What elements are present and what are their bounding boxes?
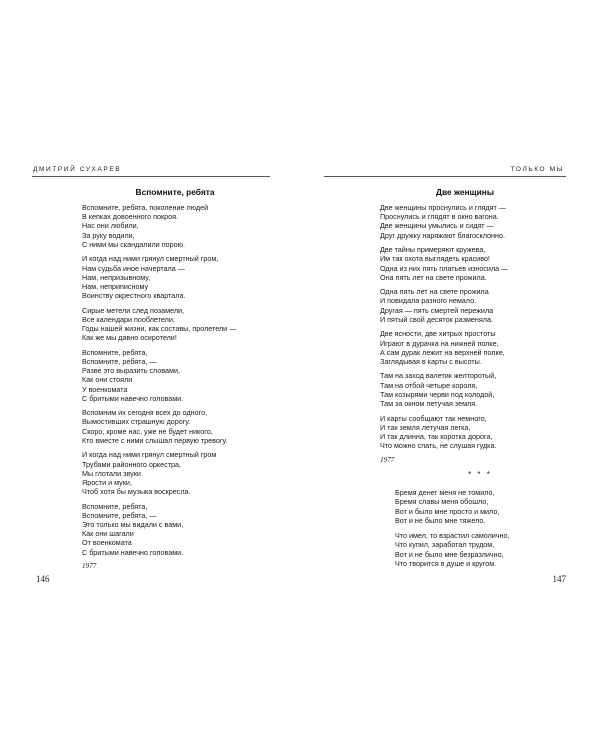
header-rule: [32, 176, 270, 177]
verse-line: И когда над ними грянул смертный гром,: [82, 254, 219, 264]
stanza: [395, 531, 510, 569]
poem-date: 1977: [82, 562, 97, 571]
verse-line: Вспомним их сегодня всех до одного,: [82, 408, 208, 418]
verse-line: Годы нашей жизни, как составы, пролетели —: [82, 324, 237, 334]
verse-line: Как же мы давно осиротели!: [82, 333, 177, 343]
untitled-poem-body: [395, 488, 510, 574]
verse-line: А сам дурак лежит на верхней полке,: [380, 347, 505, 357]
stanza: [380, 287, 595, 324]
verse-line: Воинству окрестного квартала.: [82, 291, 186, 301]
verse-line: Нам судьба иное начертала —: [82, 263, 185, 273]
stanza: [82, 203, 292, 249]
stanza: [82, 348, 292, 403]
running-head-author: ДМИТРИЙ СУХАРЕВ: [33, 166, 122, 173]
verse-line: Скоро, кроме нас, уже не будет никого,: [82, 426, 213, 436]
verse-line: Играют в дурачка на нижней полке,: [380, 338, 499, 348]
verse-line: И повидала разного немало.: [380, 296, 477, 306]
verse-line: И так длинна, так коротка дорога,: [380, 431, 493, 441]
verse-line: Это только мы видали с вами,: [82, 520, 184, 530]
verse-line: Две женщины проснулись и глядят —: [380, 203, 506, 212]
verse-line: Друг дружку наряжают благосклонно.: [380, 230, 505, 240]
verse-line: Проснулись и глядят в окно вагона.: [380, 212, 499, 222]
stanza: [82, 502, 292, 557]
stanza: [82, 408, 292, 445]
verse-line: Там на заход валетик желторотый,: [380, 371, 497, 381]
verse-line: Там на отбой четыре короля,: [380, 380, 478, 390]
stanza: [82, 450, 292, 496]
verse-line: Вспомните, ребята, поколение людей: [82, 203, 209, 212]
verse-line: Что творится в душе и кругом.: [395, 559, 497, 569]
stanza: [380, 245, 595, 282]
verse-line: Вспомните, ребята,: [82, 501, 148, 511]
verse-line: Вспомните, ребята, —: [82, 356, 157, 366]
poem-title: Вспомните, ребята: [135, 187, 215, 197]
verse-line: Что имел, то взрастил самолично,: [395, 530, 510, 540]
stanza: [380, 414, 595, 451]
verse-line: Бремя денег меня не томило,: [395, 488, 495, 497]
right-page: [300, 0, 600, 750]
verse-line: Одна из них пять платьев износила —: [380, 263, 509, 273]
verse-line: Что купил, заработал трудом,: [395, 540, 495, 550]
verse-line: Сирые метели след позамели,: [82, 305, 185, 315]
running-head-book: ТОЛЬКО МЫ: [510, 166, 564, 173]
poem-body: [380, 203, 595, 465]
verse-line: Нам, непризывному,: [82, 272, 151, 282]
verse-line: Две тайны примеряют кружева,: [380, 245, 486, 255]
verse-line: Две ясности, две хитрых простоты: [380, 329, 496, 339]
verse-line: Там за окном летучая земля.: [380, 399, 478, 409]
verse-line: Вот и не было мне тяжело.: [395, 516, 486, 526]
verse-line: Вот и было мне просто и мило,: [395, 506, 500, 516]
page-number: 146: [36, 574, 50, 584]
verse-line: Другая — пять смертей пережила: [380, 305, 494, 315]
verse-line: От военкомата: [82, 538, 132, 548]
section-separator: * * *: [468, 470, 492, 479]
verse-line: С бритыми навечно головами.: [82, 547, 184, 557]
verse-line: Как они стояли: [82, 375, 133, 385]
stanza: [82, 254, 292, 300]
verse-line: И когда над ними грянул смертный гром: [82, 450, 217, 460]
verse-line: Мы глотали звуки: [82, 468, 141, 478]
verse-line: Вспомните, ребята,: [82, 347, 148, 357]
verse-line: Вспомните, ребята, —: [82, 510, 157, 520]
verse-line: Ярости и муки,: [82, 477, 132, 487]
verse-line: У военкомата: [82, 384, 128, 394]
verse-line: С ними мы скандалили порою.: [82, 239, 185, 249]
verse-line: Им так охота выглядеть красиво!: [380, 254, 490, 264]
stanza: [395, 488, 510, 526]
verse-line: За руку водили,: [82, 230, 135, 240]
poem-title: Две женщины: [436, 187, 494, 197]
verse-line: И пятый свой десяток разменяла.: [380, 314, 493, 324]
poem-body: [82, 203, 292, 571]
verse-line: Нас они любили,: [82, 221, 139, 231]
verse-line: Вот и не было мне безразлично,: [395, 549, 504, 559]
verse-line: Вымостивших страшную дорогу.: [82, 417, 191, 427]
verse-line: Разве это выразить словами,: [82, 366, 181, 376]
verse-line: Трубами районного оркестра,: [82, 459, 181, 469]
verse-line: Кто вместе с ними слышал первую тревогу.: [82, 435, 228, 445]
stanza: [380, 329, 595, 366]
verse-line: Как они шагали: [82, 529, 134, 539]
stanza: [82, 306, 292, 343]
verse-line: Чтоб хотя бы музыка воскресла.: [82, 487, 191, 497]
page-number: 147: [552, 574, 566, 584]
verse-line: Все календари пооблетели,: [82, 314, 175, 324]
verse-line: Она пять лет на свете прожила.: [380, 272, 487, 282]
verse-line: Там козырями черви под колодой,: [380, 389, 495, 399]
verse-line: В кепках довоенного покроя.: [82, 212, 179, 222]
poem-date: 1977: [380, 455, 395, 464]
verse-line: Заглядывая в карты с высоты.: [380, 356, 482, 366]
verse-line: Две женщины умылись и сидят —: [380, 221, 494, 231]
verse-line: С бритыми навечно головами.: [82, 393, 184, 403]
header-rule: [324, 176, 566, 177]
verse-line: Бремя славы меня обошло,: [395, 497, 489, 507]
verse-line: И так земля летучая легка,: [380, 422, 471, 432]
verse-line: Одна пять лет на свете прожила: [380, 287, 489, 297]
stanza: [380, 371, 595, 408]
verse-line: И карты сообщают так немного,: [380, 413, 487, 423]
verse-line: Что можно спать, не слушая гудка.: [380, 441, 497, 451]
stanza: [380, 203, 595, 240]
verse-line: Нам, неприписному: [82, 281, 149, 291]
